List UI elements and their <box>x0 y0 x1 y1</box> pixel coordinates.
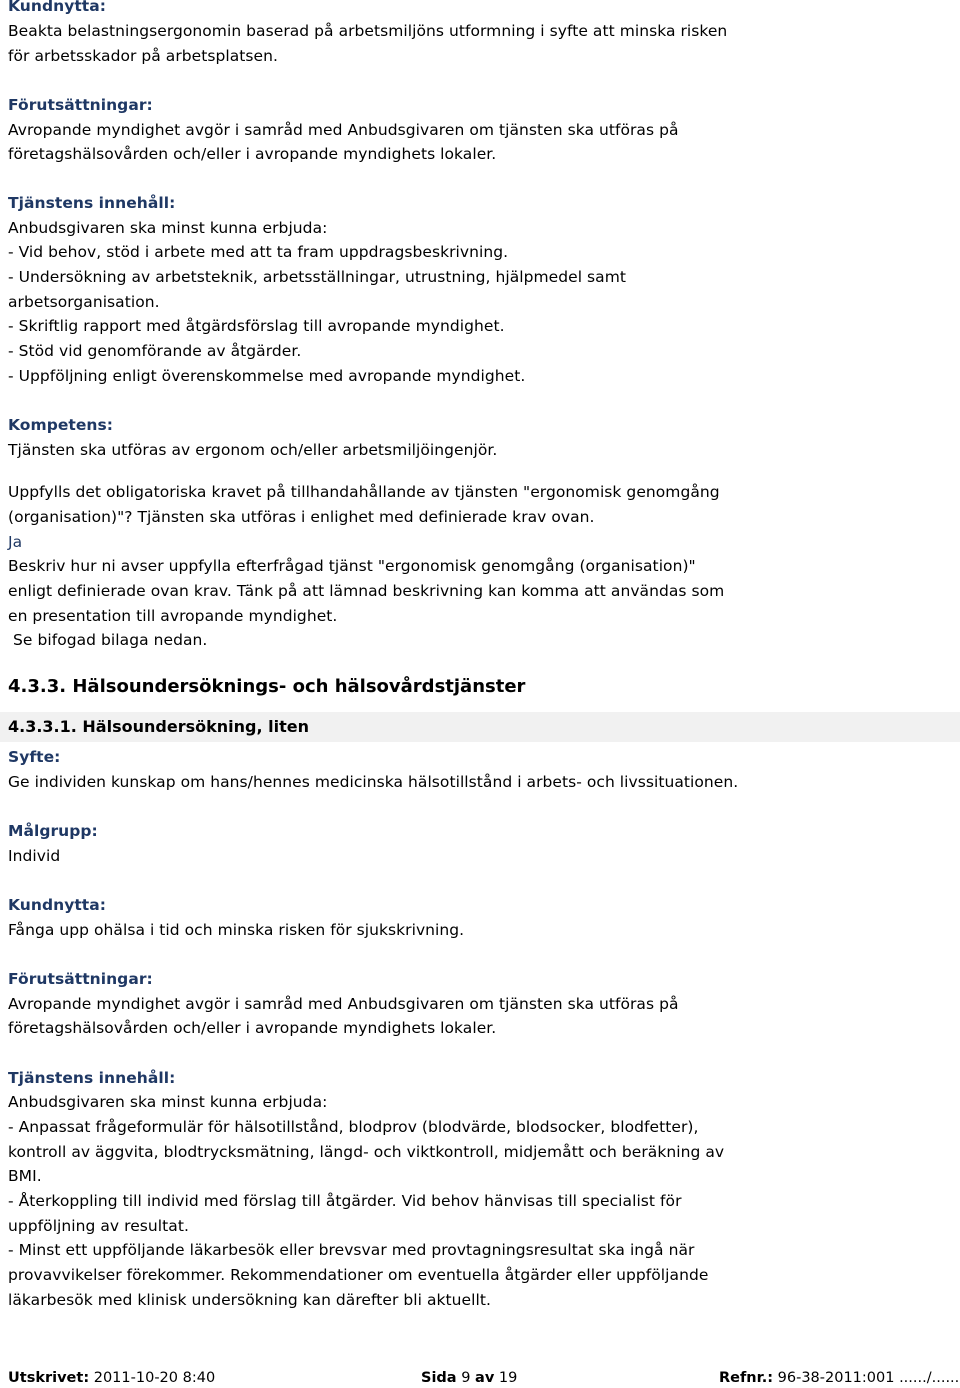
innehall-line-5: - Skriftlig rapport med åtgärdsförslag till avropande myndighet. <box>8 317 505 335</box>
heading-4-3-3-1: 4.3.3.1. Hälsoundersökning, liten <box>8 717 309 736</box>
footer-page-of: av <box>475 1370 495 1386</box>
describe-line-1: Beskriv hur ni avser uppfylla efterfrågad tjänst "ergonomisk genomgång (organisation)" <box>8 557 696 575</box>
innehall-line-2: - Vid behov, stöd i arbete med att ta fram uppdragsbeskrivning. <box>8 243 509 261</box>
kundnytta-line-1: Beakta belastningsergonomin baserad på arbetsmiljöns utformning i syfte att minska risken <box>8 22 728 40</box>
innehall2-line-2: - Anpassat frågeformulär för hälsotillstånd, blodprov (blodvärde, blodsocker, blodfetter), <box>8 1118 699 1136</box>
forutsattningar-line-2: företagshälsovården och/eller i avropande myndighets lokaler. <box>8 145 497 163</box>
forutsattningar-label: Förutsättningar: <box>8 96 153 114</box>
heading-4-3-3: 4.3.3. Hälsoundersöknings- och hälsovårdstjänster <box>8 676 526 697</box>
innehall2-line-9: läkarbesök med klinisk undersökning kan därefter bli aktuellt. <box>8 1291 491 1309</box>
footer-ref-label: Refnr.: <box>719 1370 774 1386</box>
attachment-note: Se bifogad bilaga nedan. <box>13 631 208 649</box>
innehall-label: Tjänstens innehåll: <box>8 194 176 212</box>
innehall2-line-1: Anbudsgivaren ska minst kunna erbjuda: <box>8 1093 328 1111</box>
footer-printed <box>8 1368 215 1388</box>
innehall-line-7: - Uppföljning enligt överenskommelse med avropande myndighet. <box>8 367 526 385</box>
malgrupp-text: Individ <box>8 847 61 865</box>
forutsattningar2-label: Förutsättningar: <box>8 970 153 988</box>
innehall2-line-7: - Minst ett uppföljande läkarbesök eller brevsvar med provtagningsresultat ska ingå när <box>8 1241 695 1259</box>
innehall-line-3: - Undersökning av arbetsteknik, arbetsställningar, utrustning, hjälpmedel samt <box>8 268 626 286</box>
kundnytta-label: Kundnytta: <box>8 0 107 15</box>
syfte-text: Ge individen kunskap om hans/hennes medicinska hälsotillstånd i arbets- och livssituationen. <box>8 773 739 791</box>
question-line-2: (organisation)"? Tjänsten ska utföras i enlighet med definierade krav ovan. <box>8 508 595 526</box>
footer-page-label: Sida <box>421 1370 457 1386</box>
kundnytta2-label: Kundnytta: <box>8 896 107 914</box>
footer-page-number: 9 <box>461 1370 471 1386</box>
footer-page <box>421 1368 517 1388</box>
kompetens-label: Kompetens: <box>8 416 114 434</box>
describe-line-2: enligt definierade ovan krav. Tänk på att lämnad beskrivning kan komma att användas som <box>8 582 725 600</box>
footer-ref-value: 96-38-2011:001 ....../...... <box>777 1370 960 1386</box>
innehall-line-4: arbetsorganisation. <box>8 293 160 311</box>
footer-printed-label: Utskrivet: <box>8 1370 90 1386</box>
question-line-1: Uppfylls det obligatoriska kravet på tillhandahållande av tjänsten "ergonomisk genomgång <box>8 483 720 501</box>
describe-line-3: en presentation till avropande myndighet. <box>8 607 338 625</box>
innehall2-line-6: uppföljning av resultat. <box>8 1217 189 1235</box>
innehall-line-6: - Stöd vid genomförande av åtgärder. <box>8 342 302 360</box>
malgrupp-label: Målgrupp: <box>8 822 98 840</box>
footer-printed-value: 2011-10-20 8:40 <box>93 1370 216 1386</box>
innehall2-line-4: BMI. <box>8 1167 42 1185</box>
syfte-label-text: Syfte: <box>8 748 61 766</box>
footer-page-total: 19 <box>498 1370 518 1386</box>
innehall2-label: Tjänstens innehåll: <box>8 1069 176 1087</box>
forutsattningar2-line-2: företagshälsovården och/eller i avropande myndighets lokaler. <box>8 1019 497 1037</box>
innehall-line-1: Anbudsgivaren ska minst kunna erbjuda: <box>8 219 328 237</box>
footer-ref <box>719 1368 959 1388</box>
innehall2-line-3: kontroll av äggvita, blodtrycksmätning, längd- och viktkontroll, midjemått och beräkning av <box>8 1143 725 1161</box>
forutsattningar2-line-1: Avropande myndighet avgör i samråd med Anbudsgivaren om tjänsten ska utföras på <box>8 995 679 1013</box>
answer-text: Ja <box>8 533 23 551</box>
kundnytta2-text: Fånga upp ohälsa i tid och minska risken för sjukskrivning. <box>8 921 465 939</box>
kundnytta-line-2: för arbetsskador på arbetsplatsen. <box>8 47 278 65</box>
innehall2-line-5: - Återkoppling till individ med förslag till åtgärder. Vid behov hänvisas till specialist för <box>8 1192 682 1210</box>
syfte-label <box>8 745 60 770</box>
forutsattningar-line-1: Avropande myndighet avgör i samråd med Anbudsgivaren om tjänsten ska utföras på <box>8 121 679 139</box>
kompetens-text: Tjänsten ska utföras av ergonom och/eller arbetsmiljöingenjör. <box>8 441 498 459</box>
innehall2-line-8: provavvikelser förekommer. Rekommendationer om eventuella åtgärder eller uppföljande <box>8 1266 709 1284</box>
